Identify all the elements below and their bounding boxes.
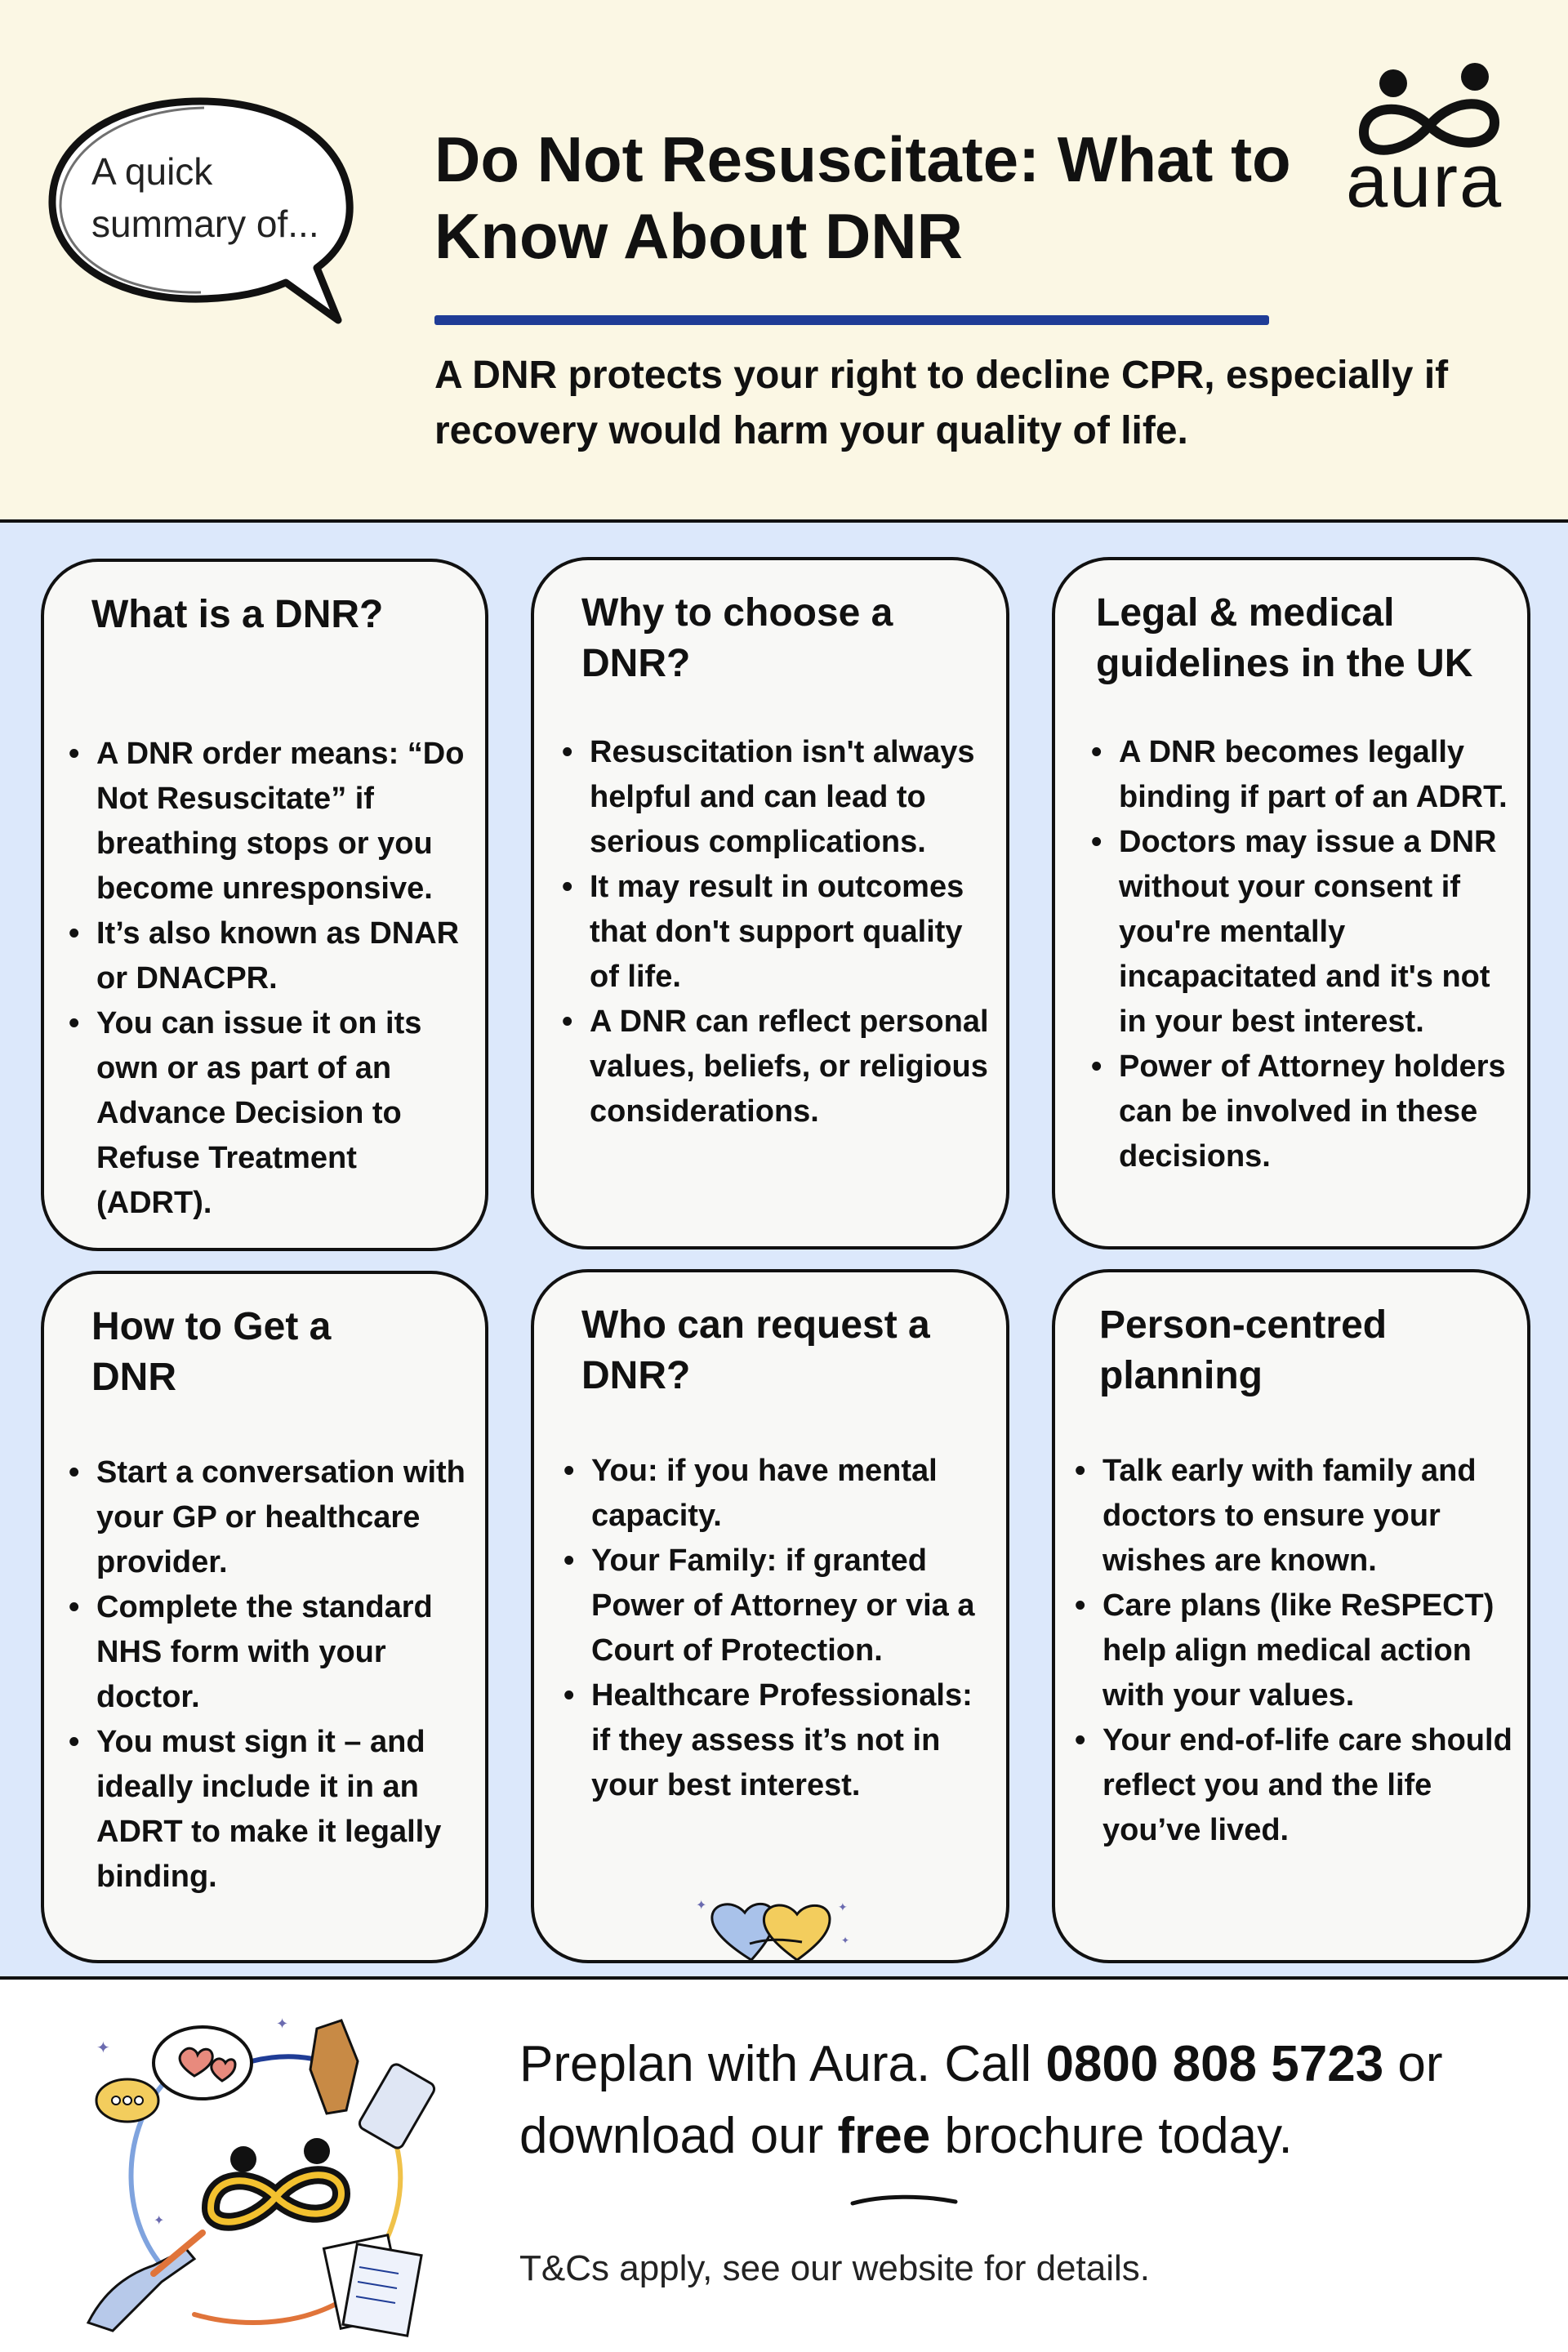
card-list bbox=[562, 730, 995, 1134]
list-item: • Your Family: if granted Power of Attorney or via a Court of Protection. bbox=[564, 1539, 996, 1673]
list-item: • A DNR order means: “Do Not Resuscitate” if breathing stops or you become unresponsive. bbox=[69, 732, 477, 911]
card-what-is-dnr bbox=[41, 559, 488, 1251]
list-item: • You must sign it – and ideally include it in an ADRT to make it legally binding. bbox=[69, 1720, 477, 1900]
list-item: • A DNR becomes legally binding if part of an ADRT. bbox=[1091, 730, 1516, 820]
terms-note: T&Cs apply, see our website for details. bbox=[519, 2248, 1150, 2288]
card-title: Who can request a DNR? bbox=[581, 1303, 930, 1397]
list-item: • Your end-of-life care should reflect you and the life you’ve lived. bbox=[1075, 1718, 1524, 1853]
card-list bbox=[1075, 1449, 1524, 1853]
planning-illustration-icon bbox=[72, 2004, 464, 2347]
card-title: Legal & medical guidelines in the UK bbox=[1096, 591, 1473, 685]
card-list bbox=[1091, 730, 1516, 1179]
card-legal-guidelines bbox=[1052, 557, 1530, 1250]
svg-text:✦: ✦ bbox=[276, 2016, 289, 2032]
list-item: • Doctors may issue a DNR without your consent if you're mentally incapacitated and it's not in your best interest. bbox=[1091, 820, 1516, 1045]
card-title: How to Get a DNR bbox=[91, 1305, 332, 1399]
list-item: • Start a conversation with your GP or healthcare provider. bbox=[69, 1450, 477, 1585]
list-item: • It may result in outcomes that don't support quality of life. bbox=[562, 865, 995, 1000]
card-title: Why to choose a DNR? bbox=[581, 591, 893, 685]
list-item: • You can issue it on its own or as part of an Advance Decision to Refuse Treatment (ADRT). bbox=[69, 1001, 477, 1226]
list-item: • Talk early with family and doctors to ensure your wishes are known. bbox=[1075, 1449, 1524, 1584]
card-list bbox=[564, 1449, 996, 1808]
title-divider bbox=[434, 315, 1269, 325]
logo-wordmark: aura bbox=[1346, 140, 1503, 223]
list-item: • Healthcare Professionals: if they assess it’s not in your best interest. bbox=[564, 1673, 996, 1808]
cta-part: brochure today. bbox=[930, 2108, 1293, 2164]
page-subtitle: A DNR protects your right to decline CPR, especially if recovery would harm your quality of life. bbox=[434, 354, 1449, 452]
svg-text:✦: ✦ bbox=[96, 2039, 110, 2057]
svg-text:✦: ✦ bbox=[841, 1935, 850, 1946]
card-how-to-get bbox=[41, 1271, 488, 1963]
page-title: Do Not Resuscitate: What to Know About DNR bbox=[434, 123, 1291, 272]
card-grid bbox=[0, 523, 1568, 1980]
card-title: Person-centred planning bbox=[1099, 1303, 1388, 1397]
card-list bbox=[69, 1450, 477, 1900]
header bbox=[0, 0, 1568, 523]
list-item: • Power of Attorney holders can be involved in these decisions. bbox=[1091, 1045, 1516, 1179]
card-why-choose bbox=[531, 557, 1009, 1250]
svg-text:✦: ✦ bbox=[838, 1900, 848, 1913]
underline-decoration-icon bbox=[849, 2192, 959, 2208]
cta-text bbox=[519, 2029, 1548, 2172]
list-item: • Care plans (like ReSPECT) help align medical action with your values. bbox=[1075, 1584, 1524, 1718]
card-title: What is a DNR? bbox=[91, 593, 384, 636]
hearts-illustration-icon bbox=[693, 1893, 856, 1967]
svg-text:✦: ✦ bbox=[154, 2214, 165, 2228]
cta-part: or download our bbox=[519, 2036, 1443, 2164]
list-item: • You: if you have mental capacity. bbox=[564, 1449, 996, 1539]
card-who-can-request bbox=[531, 1269, 1009, 1963]
list-item: • It’s also known as DNAR or DNACPR. bbox=[69, 911, 477, 1001]
bubble-text: A quick summary of... bbox=[91, 150, 319, 245]
card-list bbox=[69, 732, 477, 1226]
list-item: • Complete the standard NHS form with your doctor. bbox=[69, 1585, 477, 1720]
list-item: • A DNR can reflect personal values, beliefs, or religious considerations. bbox=[562, 1000, 995, 1134]
card-person-centred bbox=[1052, 1269, 1530, 1963]
cta-part: Preplan with Aura. Call bbox=[519, 2036, 1046, 2092]
list-item: • Resuscitation isn't always helpful and can lead to serious complications. bbox=[562, 730, 995, 865]
footer bbox=[0, 1980, 1568, 2352]
free-word: free bbox=[837, 2108, 931, 2164]
phone-number[interactable]: 0800 808 5723 bbox=[1045, 2036, 1384, 2092]
svg-text:✦: ✦ bbox=[696, 1899, 707, 1913]
